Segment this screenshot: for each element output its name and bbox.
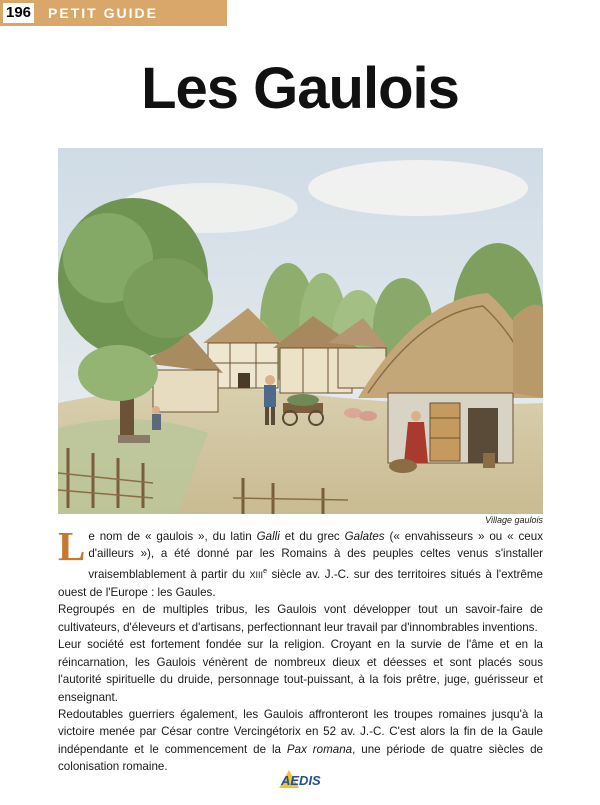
italic-term: Pax romana [286,742,353,756]
century-superscript: e [263,567,267,575]
series-number: 196 [3,3,34,23]
paragraph-3: Leur société est fortement fondée sur la religion. Croyant en la survie de l'âme et en la réincarnation, les Gaulois vénèrent de nombreux dieux et déesses et sont placés sous l'autorité spirituelle du druide, personnage tout-puissant, à la fois prêtre, juge, guérisseur et enseignant. [58,638,543,704]
village-illustration [58,148,543,514]
text-span: et du grec [279,530,345,543]
page-title: Les Gaulois [141,56,459,121]
illustration-caption: Village gaulois [485,515,543,525]
drop-cap: L [58,523,86,569]
paragraph-2: Regroupés en de multiples tribus, les Gaulois vont développer tout un savoir-faire de cultivateurs, d'éleveurs et d'artisans, perfectionnant leur travail par d'innombrables inventions. [58,603,543,634]
italic-term: Galli [256,530,280,543]
century-numeral: XIII [249,569,264,580]
paragraph-1 [58,523,543,601]
text-span: (« envahisseurs » ou « ceux d'ailleurs »), a été donné par les Romains à des peuples celtes venus s'installer vraisemblablement à partir du [88,530,543,581]
publisher-logo [279,770,323,788]
text-span: , une période de quatre siècles de colonisation romaine. [58,742,543,774]
series-banner [0,0,227,26]
paragraph-4 [58,706,543,776]
italic-term: Galates [344,530,385,543]
text-span: Redoutables guerriers également, les Gaulois affronteront les troupes romaines jusqu'à la victoire menée par César contre Vercingétorix en 52 av. J.-C. C'est alors la fin de la Gaule indépendante et le commencement de la [58,707,543,756]
svg-text:AEDIS: AEDIS [281,773,321,788]
text-span: e nom de « gaulois », du latin [88,530,257,543]
text-span: siècle av. J.-C. sur des territoires situés à l'extrême ouest de l'Europe : les Gaules. [58,567,543,600]
series-name: PETIT GUIDE [48,5,158,21]
article-body [58,523,543,776]
